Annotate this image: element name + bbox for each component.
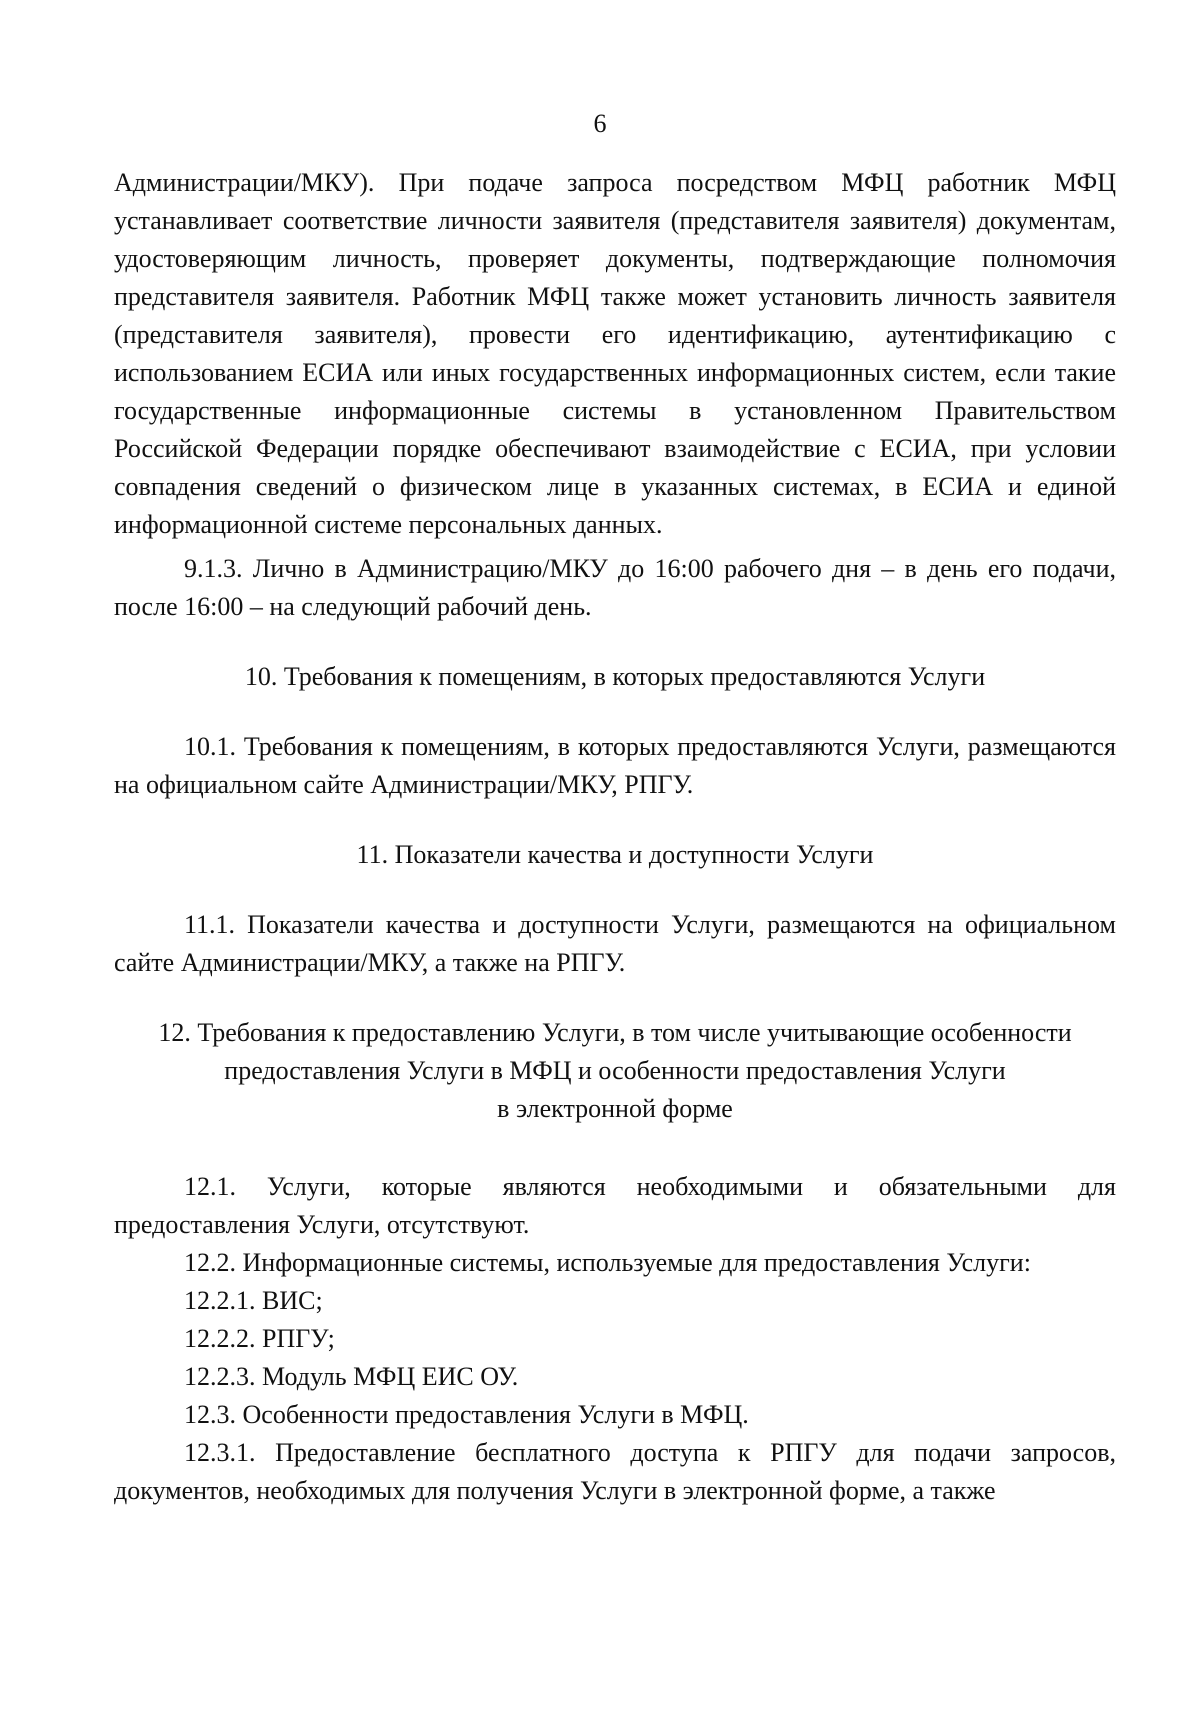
paragraph-12-3: 12.3. Особенности предоставления Услуги в МФЦ.	[184, 1400, 749, 1429]
list-item: 12.2.3. Модуль МФЦ ЕИС ОУ.	[184, 1362, 519, 1391]
paragraph-11-1: 11.1. Показатели качества и доступности Услуги, размещаются на официальном сайте Администрации/МКУ, а также на РПГУ.	[114, 910, 1116, 977]
paragraph-continuation: Администрации/МКУ). При подаче запроса посредством МФЦ работник МФЦ устанавливает соответствие личности заявителя (представителя заявителя) документам, удостоверяющим личность, проверяет документы, подтверждающие полномочия представителя заявителя. Работник МФЦ также может установить личность заявителя (представителя заявителя), провести его идентификацию, аутентификацию с использованием ЕСИА или иных государственных информационных систем, если такие государственные информационные системы в установленном Правительством Российской Федерации порядке обеспечивают взаимодействие с ЕСИА, при условии совпадения сведений о физическом лице в указанных системах, в ЕСИА и единой информационной системе персональных данных.	[114, 168, 1116, 539]
paragraph-9-1-3: 9.1.3. Лично в Администрацию/МКУ до 16:00 рабочего дня – в день его подачи, после 16:00 – на следующий рабочий день.	[114, 554, 1116, 621]
section-heading-10: 10. Требования к помещениям, в которых предоставляются Услуги	[244, 662, 986, 691]
paragraph-12-2: 12.2. Информационные системы, используемые для предоставления Услуги:	[184, 1248, 1031, 1277]
section-heading-11: 11. Показатели качества и доступности Услуги	[356, 840, 874, 869]
section-heading-12	[114, 1014, 1116, 1128]
list-item: 12.2.2. РПГУ;	[184, 1324, 335, 1353]
paragraph-12-1: 12.1. Услуги, которые являются необходимыми и обязательными для предоставления Услуги, отсутствуют.	[114, 1172, 1116, 1239]
document-body	[114, 164, 1116, 1510]
section-heading-12-line1: 12. Требования к предоставлению Услуги, в том числе учитывающие особенности	[158, 1018, 1072, 1047]
paragraph-10-1: 10.1. Требования к помещениям, в которых предоставляются Услуги, размещаются на официальном сайте Администрации/МКУ, РПГУ.	[114, 732, 1116, 799]
page-number: 6	[593, 109, 607, 138]
list-item: 12.2.1. ВИС;	[184, 1286, 323, 1315]
section-heading-12-line3: в электронной форме	[497, 1094, 733, 1123]
section-heading-12-line2: предоставления Услуги в МФЦ и особенности предоставления Услуги	[224, 1056, 1006, 1085]
paragraph-12-3-1: 12.3.1. Предоставление бесплатного доступа к РПГУ для подачи запросов, документов, необходимых для получения Услуги в электронной форме, а также	[114, 1438, 1116, 1505]
